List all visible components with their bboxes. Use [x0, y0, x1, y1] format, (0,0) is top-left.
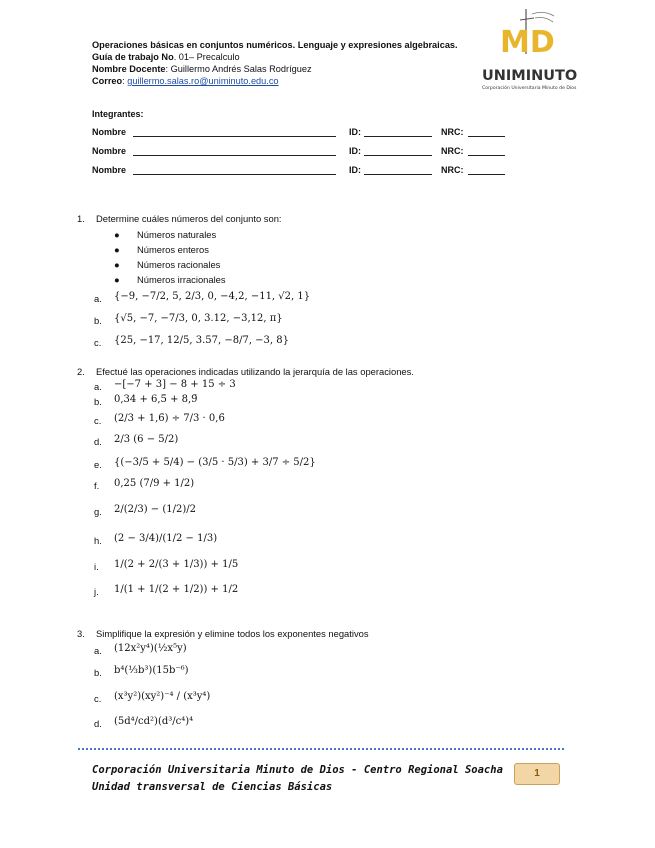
nrc-label: NRC:: [441, 127, 464, 137]
math-expression: b⁴(⅓b³)(15b⁻⁶): [114, 665, 189, 676]
id-label: ID:: [349, 165, 361, 175]
name-field[interactable]: [133, 127, 336, 137]
math-expression: {−9, −7/2, 5, 2/3, 0, −4,2, −11, √2, 1}: [114, 291, 311, 302]
id-label: ID:: [349, 127, 361, 137]
question-number: 2.: [77, 366, 85, 377]
document-title: Operaciones básicas en conjuntos numéricos. Lenguaje y expresiones algebraicas.: [92, 40, 458, 50]
math-expression: {25, −17, 12/5, 3.57, −8/7, −3, 8}: [114, 335, 289, 346]
math-expression: {√5, −7, −7/3, 0, 3.12, −3,12, π}: [114, 313, 283, 324]
name-label: Nombre: [92, 165, 127, 175]
question-number: 1.: [77, 213, 85, 224]
id-label: ID:: [349, 146, 361, 156]
guide-value: . 01– Precalculo: [173, 52, 240, 62]
guide-label: Guía de trabajo No: [92, 52, 174, 62]
document-page: Operaciones básicas en conjuntos numéricos. Lenguaje y expresiones algebraicas. Guía de trabajo No. 01– Precalculo Nombre Docente: Guillermo Andrés Salas Rodríguez Correo: guillermo.salas.ro@uniminuto.edu.co MD UNIMINUTO Corporación Universitaria Minuto de Dios Integrantes: Nombre ID: NRC: Nombre ID: NRC: Nombre ID: NRC: 1. Determine cuáles números del conjunto son: ● Números naturales ● Números enteros ● Números racionales ● Números irracionales a. {−9, −7/2, 5, 2/3, 0, −4,2, −11, √2, 1} b. {√5, −7, −7/3, 0, 3.12, −3,12, π} c. {25, −17, 12/5, 3.57, −8/7, −3, 8} 2. Efectué las operaciones indicadas utilizando la jerarquía de las operaciones. a. −[−7 + 3] − 8 + 15 ÷ 3 b. 0,34 + 6,5̄ + 8,9̄ c. (2/3 + 1,6̄) ÷ 7/3 · 0,6̄ d. 2/3 (6 − 5/2) e. {(−3/5 + 5/4) − (3/5 · 5/3) + 3/7 ÷ 5/2} f. 0,25 (7/9 + 1/2) g. 2/(2/3) − (1/2)/2 h. (2 − 3/4)/(1/2 − 1/3) i. 1/(2 + 2/(3 + 1/3)) + 1/5 j. 1/(1 + 1/(2 + 1/2)) + 1/2 3. Simplifique la expresión y elimine todos los exponentes negativos a. (12x²y⁴)(½x⁵y) b. b⁴(⅓b³)(15b⁻⁶) c. (x³y²)(xy²)⁻⁴ / (x³y⁴) d. (5d⁴/cd²)(d³/c⁴)⁴ Corporación Universitaria Minuto de Dios - Centro Regional Soacha Unidad transversal de Ciencias Básicas 1: [0, 0, 655, 848]
members-title: Integrantes:: [92, 109, 144, 119]
footer-line-1: Corporación Universitaria Minuto de Dios - Centro Regional Soacha: [92, 764, 503, 776]
logo-subtitle: Corporación Universitaria Minuto de Dios: [482, 86, 577, 91]
nrc-field[interactable]: [468, 165, 505, 175]
name-field[interactable]: [133, 146, 336, 156]
bullet-icon: ●: [114, 259, 120, 270]
name-field[interactable]: [133, 165, 336, 175]
logo-brand: UNIMINUTO: [482, 68, 578, 84]
page-number: 1: [514, 763, 560, 785]
math-expression: (12x²y⁴)(½x⁵y): [114, 643, 187, 654]
uniminuto-logo: [480, 6, 588, 96]
bullet-icon: ●: [114, 244, 120, 255]
math-expression: 1/(2 + 2/(3 + 1/3)) + 1/5: [114, 559, 239, 570]
math-expression: (5d⁴/cd²)(d³/c⁴)⁴: [114, 716, 194, 727]
math-expression: 2/3 (6 − 5/2): [114, 434, 179, 445]
id-field[interactable]: [364, 127, 432, 137]
nrc-label: NRC:: [441, 146, 464, 156]
nrc-label: NRC:: [441, 165, 464, 175]
math-expression: {(−3/5 + 5/4) − (3/5 · 5/3) + 3/7 ÷ 5/2}: [114, 457, 316, 468]
math-expression: 2/(2/3) − (1/2)/2: [114, 504, 196, 515]
question-text: Efectué las operaciones indicadas utilizando la jerarquía de las operaciones.: [96, 366, 414, 377]
id-field[interactable]: [364, 165, 432, 175]
footer-line-2: Unidad transversal de Ciencias Básicas: [92, 781, 333, 793]
math-expression: −[−7 + 3] − 8 + 15 ÷ 3: [114, 379, 236, 390]
math-expression: 0,25 (7/9 + 1/2): [114, 478, 195, 489]
name-label: Nombre: [92, 146, 127, 156]
bullet-icon: ●: [114, 274, 120, 285]
member-row: [92, 127, 522, 139]
logo-graphic: [480, 6, 588, 96]
name-label: Nombre: [92, 127, 127, 137]
math-expression: 1/(1 + 1/(2 + 1/2)) + 1/2: [114, 584, 239, 595]
math-expression: (2/3 + 1,6̄) ÷ 7/3 · 0,6̄: [114, 413, 225, 424]
math-expression: 0,34 + 6,5̄ + 8,9̄: [114, 394, 198, 405]
footer-divider: [78, 748, 564, 750]
question-text: Determine cuáles números del conjunto son:: [96, 213, 282, 224]
email-label: Correo: [92, 76, 123, 86]
email-sep: :: [122, 76, 128, 86]
logo-letters: MD: [500, 25, 555, 60]
math-expression: (2 − 3/4)/(1/2 − 1/3): [114, 533, 218, 544]
header-block: [92, 39, 472, 87]
question-number: 3.: [77, 628, 85, 639]
id-field[interactable]: [364, 146, 432, 156]
nrc-field[interactable]: [468, 127, 505, 137]
nrc-field[interactable]: [468, 146, 505, 156]
question-text: Simplifique la expresión y elimine todos los exponentes negativos: [96, 628, 369, 639]
bullet-icon: ●: [114, 229, 120, 240]
teacher-value: : Guillermo Andrés Salas Rodríguez: [165, 64, 312, 74]
member-row: [92, 146, 522, 158]
teacher-label: Nombre Docente: [92, 64, 166, 74]
math-expression: (x³y²)(xy²)⁻⁴ / (x³y⁴): [114, 691, 211, 702]
member-row: [92, 165, 522, 177]
email-link[interactable]: guillermo.salas.ro@uniminuto.edu.co: [127, 76, 279, 86]
